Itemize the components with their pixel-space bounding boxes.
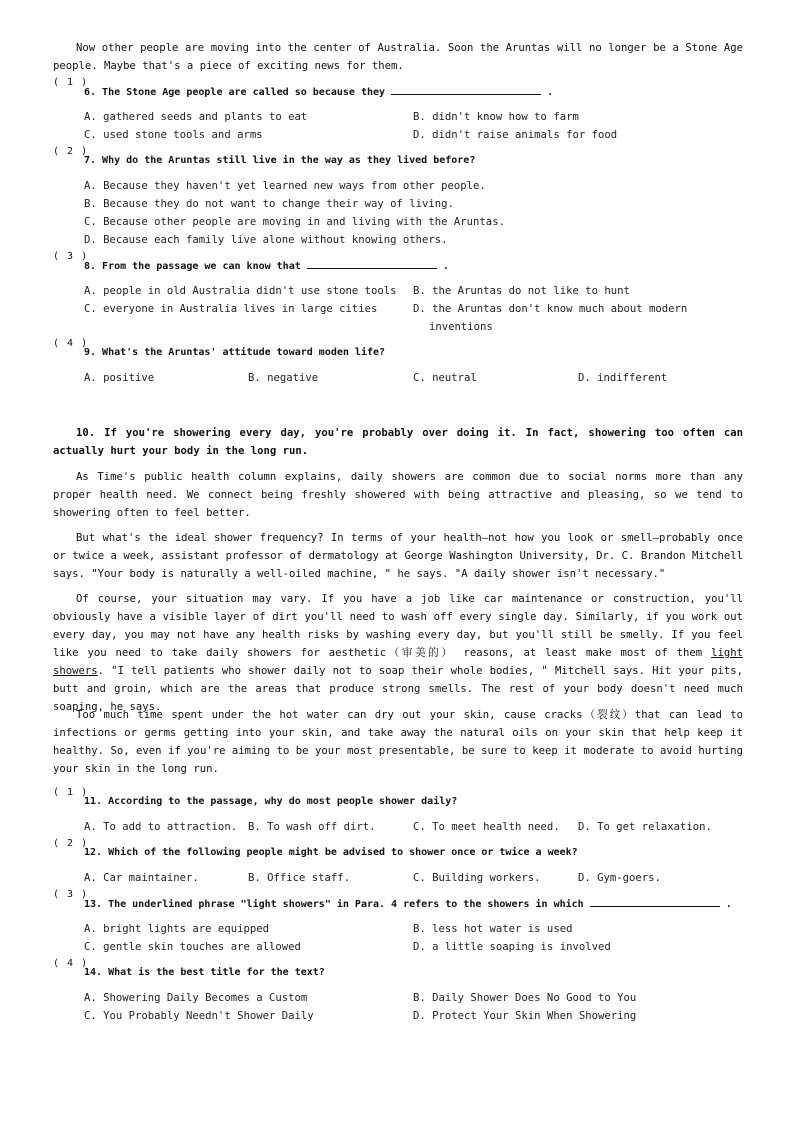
stem-text: 8. From the passage we can know that	[84, 261, 301, 272]
question-stem	[84, 895, 732, 914]
option-13d: D. a little soaping is involved	[413, 941, 611, 953]
option-9b: B. negative	[248, 372, 319, 384]
stem-text: 13. The underlined phrase "light showers" in Para. 4 refers to the showers in which	[84, 899, 584, 910]
paragraph-text: Too much time spent under the hot water can dry out your skin, cause cracks（裂纹）that can lead to infections or germs getting into your skin, and take away the natural oils on your skin that help keep it healthy. So, even if you're aiming to be your most presentable, be sure to keep it moderate to avoid hurting your skin in the long run.	[53, 709, 743, 775]
option-12a: A. Car maintainer.	[84, 872, 199, 884]
question-13	[0, 889, 794, 913]
stem-text: 6. The Stone Age people are called so because they	[84, 87, 386, 98]
answer-blank	[307, 257, 437, 269]
stem-tail: .	[442, 261, 449, 272]
paragraph-text: As Time's public health column explains, daily showers are common due to social norms more than any proper health need. We connect being freshly showered with being attractive and pleasing, so we tend to showering often to feel better.	[53, 471, 743, 519]
question-number: ( 2 )	[53, 146, 89, 157]
option-12d: D. Gym-goers.	[578, 872, 661, 884]
question-6	[0, 77, 794, 101]
option-11b: B. To wash off dirt.	[248, 821, 376, 833]
option-9c: C. neutral	[413, 372, 477, 384]
option-9a: A. positive	[84, 372, 155, 384]
option-14c: C. You Probably Needn't Shower Daily	[84, 1010, 314, 1022]
stem-tail: .	[725, 899, 732, 910]
question-stem: 9. What's the Aruntas' attitude toward moden life?	[84, 347, 386, 358]
passage1-text: Now other people are moving into the center of Australia. Soon the Aruntas will no longer be a Stone Age people. Maybe that's a piece of exciting news for them.	[53, 42, 743, 72]
passage2-title	[53, 424, 743, 460]
answer-blank	[391, 83, 541, 95]
option-6b: B. didn't know how to farm	[413, 111, 579, 123]
answer-blank	[590, 895, 720, 907]
question-number: ( 1 )	[53, 77, 89, 88]
question-8	[0, 251, 794, 275]
passage2-paragraph-3	[53, 590, 743, 716]
option-8b: B. the Aruntas do not like to hunt	[413, 285, 630, 297]
passage2-paragraph-2	[53, 529, 743, 583]
option-12c: C. Building workers.	[413, 872, 541, 884]
option-14d: D. Protect Your Skin When Showering	[413, 1010, 637, 1022]
passage2-paragraph-4	[53, 706, 743, 778]
option-6c: C. used stone tools and arms	[84, 129, 263, 141]
question-stem: 12. Which of the following people might be advised to shower once or twice a week?	[84, 847, 578, 858]
question-stem	[84, 257, 449, 276]
question-9	[0, 338, 794, 362]
passage2-title-text: 10. If you're showering every day, you're probably over doing it. In fact, showering too often can actually hurt your body in the long run.	[53, 427, 743, 457]
question-number: ( 4 )	[53, 958, 89, 969]
option-7c: C. Because other people are moving in and living with the Aruntas.	[84, 216, 505, 228]
paragraph-text: But what's the ideal shower frequency? In terms of your health—not how you look or smell—probably once or twice a week, assistant professor of dermatology at George Washington University, Dr. C. Brandon Mitchell says. "Your body is naturally a well-oiled machine, " he says. "A daily shower isn't necessary."	[53, 532, 743, 580]
question-number: ( 4 )	[53, 338, 89, 349]
question-14	[0, 958, 794, 982]
option-7a: A. Because they haven't yet learned new ways from other people.	[84, 180, 486, 192]
question-stem: 14. What is the best title for the text?	[84, 967, 325, 978]
underlined-phrase: light showers	[53, 647, 743, 677]
option-11d: D. To get relaxation.	[578, 821, 712, 833]
option-8d: D. the Aruntas don't know much about modern inventions	[413, 303, 688, 333]
option-6d: D. didn't raise animals for food	[413, 129, 618, 141]
question-stem: 7. Why do the Aruntas still live in the way as they lived before?	[84, 155, 476, 166]
stem-tail: .	[547, 87, 554, 98]
option-7d: D. Because each family live alone without knowing others.	[84, 234, 448, 246]
passage2-paragraph-1	[53, 468, 743, 522]
option-8c: C. everyone in Australia lives in large cities	[84, 303, 378, 315]
option-13a: A. bright lights are equipped	[84, 923, 269, 935]
option-12b: B. Office staff.	[248, 872, 351, 884]
question-number: ( 3 )	[53, 889, 89, 900]
option-14b: B. Daily Shower Does No Good to You	[413, 992, 637, 1004]
option-13b: B. less hot water is used	[413, 923, 573, 935]
question-number: ( 1 )	[53, 787, 89, 798]
option-6a: A. gathered seeds and plants to eat	[84, 111, 308, 123]
question-number: ( 3 )	[53, 251, 89, 262]
question-stem: 11. According to the passage, why do most people shower daily?	[84, 796, 458, 807]
question-7	[0, 146, 794, 170]
question-stem	[84, 83, 553, 102]
question-11	[0, 787, 794, 811]
option-7b: B. Because they do not want to change their way of living.	[84, 198, 454, 210]
option-13c: C. gentle skin touches are allowed	[84, 941, 301, 953]
option-11a: A. To add to attraction.	[84, 821, 238, 833]
question-12	[0, 838, 794, 862]
paragraph-text: Of course, your situation may vary. If you have a job like car maintenance or construction, you'll obviously have a visible layer of dirt you'll need to wash off every single day. Similarly, if you work out every day, you may not have any health risks by washing every day, but you'll still be smelly. If you feel like you need to take daily showers for aesthetic（审美的） reasons, at least make most of them	[53, 593, 743, 659]
paragraph-text-cont: . "I tell patients who shower daily not to soap their whole bodies, " Mitchell says. Hit your pits, butt and groin, which are the areas that produce strong smells. The rest of your body doesn't need much soaping, he says.	[53, 665, 743, 713]
option-8a: A. people in old Australia didn't use stone tools	[84, 285, 397, 297]
question-number: ( 2 )	[53, 838, 89, 849]
option-14a: A. Showering Daily Becomes a Custom	[84, 992, 308, 1004]
option-9d: D. indifferent	[578, 372, 668, 384]
option-11c: C. To meet health need.	[413, 821, 560, 833]
passage1-paragraph	[53, 39, 743, 75]
